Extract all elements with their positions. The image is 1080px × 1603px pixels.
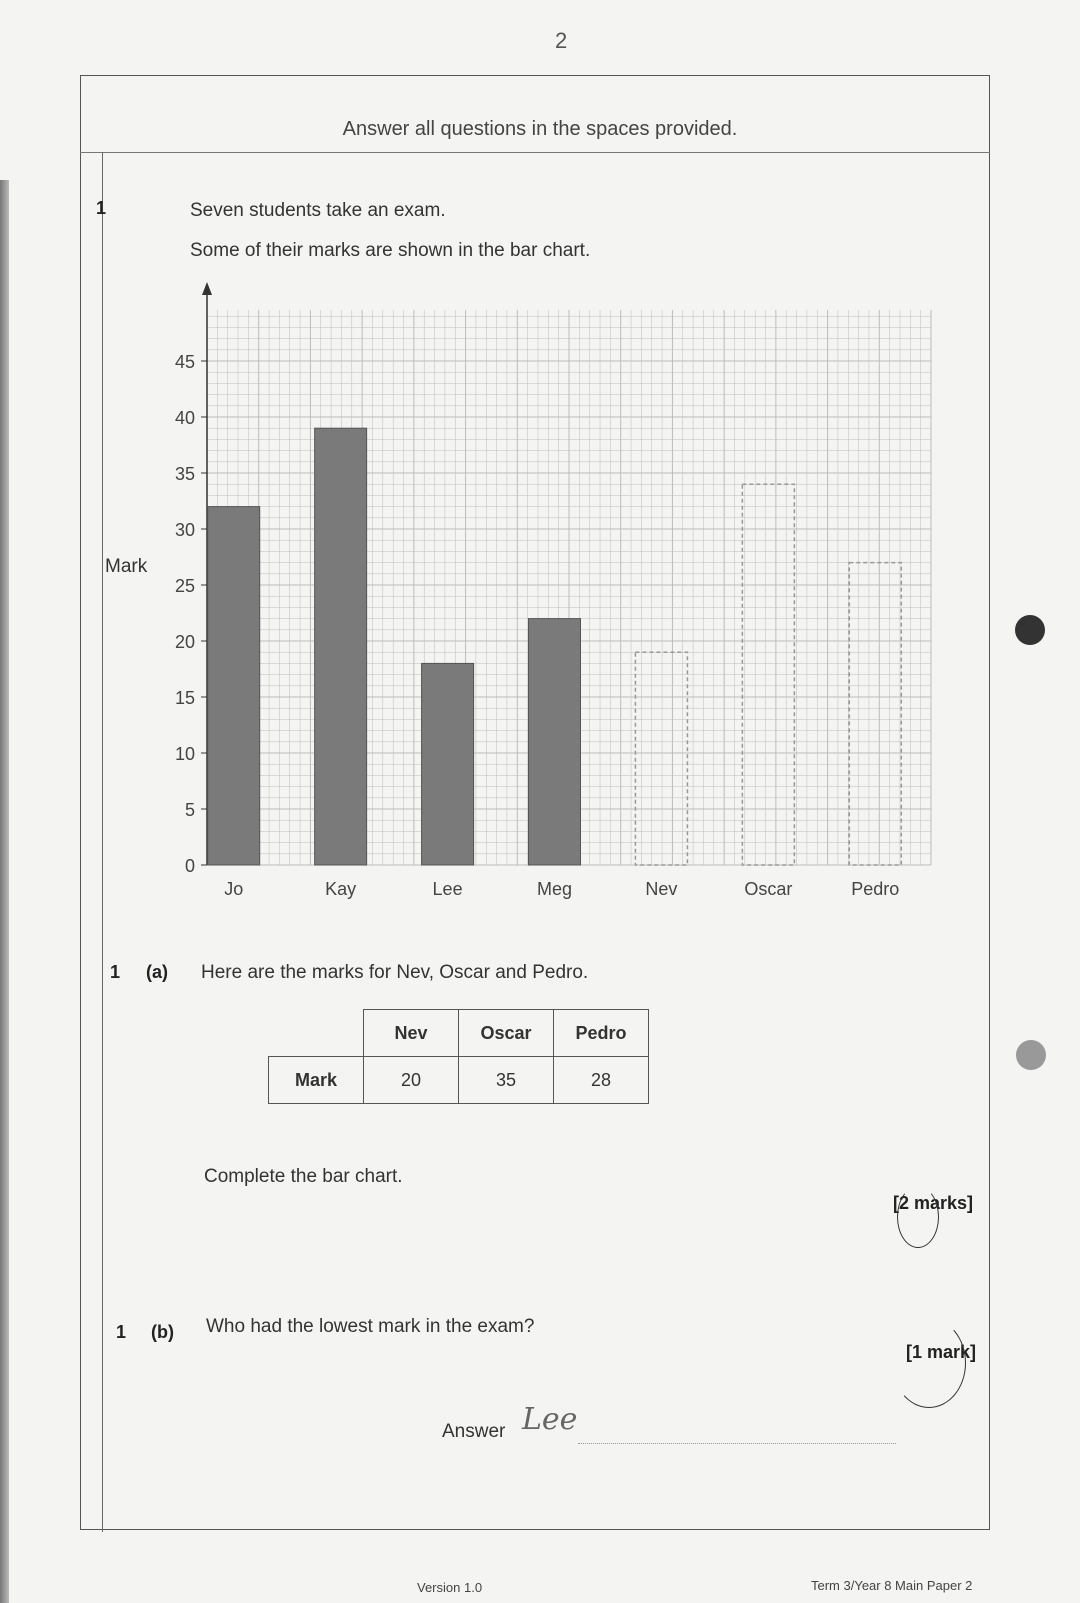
bar-meg bbox=[529, 619, 581, 865]
x-tick-label: Lee bbox=[432, 879, 463, 899]
x-tick-label: Pedro bbox=[851, 879, 900, 899]
table-value-pedro: 28 bbox=[554, 1057, 649, 1104]
y-tick-label: 45 bbox=[174, 352, 195, 372]
table-row-label: Mark bbox=[269, 1057, 364, 1104]
bar-drawn-nev bbox=[635, 652, 687, 865]
x-tick-label: Kay bbox=[325, 879, 357, 899]
footer-version: Version 1.0 bbox=[417, 1580, 483, 1595]
part-a-text: Here are the marks for Nev, Oscar and Pedro. bbox=[201, 962, 589, 983]
bar-chart bbox=[100, 280, 960, 920]
punch-hole-top bbox=[1015, 615, 1045, 645]
y-axis-label: Mark bbox=[105, 556, 148, 577]
y-tick-label: 40 bbox=[174, 408, 195, 428]
answer-label: Answer bbox=[442, 1421, 506, 1442]
table-header-oscar: Oscar bbox=[459, 1010, 554, 1057]
part-a-question-number: 1 bbox=[110, 962, 121, 982]
table-header-pedro: Pedro bbox=[554, 1010, 649, 1057]
part-b-marks: [1 mark] bbox=[906, 1342, 977, 1362]
bar-lee bbox=[422, 663, 474, 865]
page-number: 2 bbox=[555, 28, 568, 53]
question-number: 1 bbox=[96, 198, 107, 218]
part-b-letter: (b) bbox=[151, 1322, 174, 1342]
y-tick-label: 25 bbox=[174, 576, 195, 596]
y-axis-arrow-icon bbox=[202, 282, 212, 295]
marker-circle-a bbox=[897, 1186, 939, 1248]
bar-jo bbox=[208, 507, 260, 865]
part-b-text: Who had the lowest mark in the exam? bbox=[206, 1316, 535, 1337]
x-tick-label: Meg bbox=[536, 879, 573, 899]
bar-drawn-pedro bbox=[849, 563, 901, 865]
x-tick-label: Oscar bbox=[744, 879, 793, 899]
footer-paper-title: Term 3/Year 8 Main Paper 2 bbox=[811, 1578, 973, 1593]
y-tick-label: 30 bbox=[174, 520, 195, 540]
question-intro-line-2: Some of their marks are shown in the bar chart. bbox=[190, 240, 591, 261]
page-header: Answer all questions in the spaces provided. bbox=[342, 118, 738, 140]
part-a-instruction: Complete the bar chart. bbox=[204, 1166, 403, 1187]
marker-circle-b bbox=[892, 1318, 966, 1408]
table-blank-cell bbox=[269, 1010, 364, 1057]
part-a-letter: (a) bbox=[146, 962, 168, 982]
y-tick-label: 0 bbox=[184, 856, 195, 876]
marks-table bbox=[268, 1009, 649, 1104]
x-tick-label: Jo bbox=[224, 879, 244, 899]
header-divider bbox=[80, 152, 990, 153]
part-a-marks: [2 marks] bbox=[893, 1193, 974, 1213]
table-value-oscar: 35 bbox=[459, 1057, 554, 1104]
y-tick-label: 35 bbox=[174, 464, 195, 484]
y-tick-label: 20 bbox=[174, 632, 195, 652]
bar-kay bbox=[315, 428, 367, 865]
y-tick-label: 10 bbox=[174, 744, 195, 764]
table-value-nev: 20 bbox=[364, 1057, 459, 1104]
table-header-nev: Nev bbox=[364, 1010, 459, 1057]
question-intro-line-1: Seven students take an exam. bbox=[190, 200, 446, 221]
y-tick-label: 5 bbox=[184, 800, 195, 820]
answer-line bbox=[578, 1443, 896, 1444]
part-b-question-number: 1 bbox=[116, 1322, 127, 1342]
handwritten-answer: Lee bbox=[522, 1402, 578, 1437]
scan-edge-shadow bbox=[0, 180, 9, 1603]
punch-hole-bottom bbox=[1016, 1040, 1046, 1070]
x-tick-label: Nev bbox=[645, 879, 678, 899]
y-tick-label: 15 bbox=[174, 688, 195, 708]
